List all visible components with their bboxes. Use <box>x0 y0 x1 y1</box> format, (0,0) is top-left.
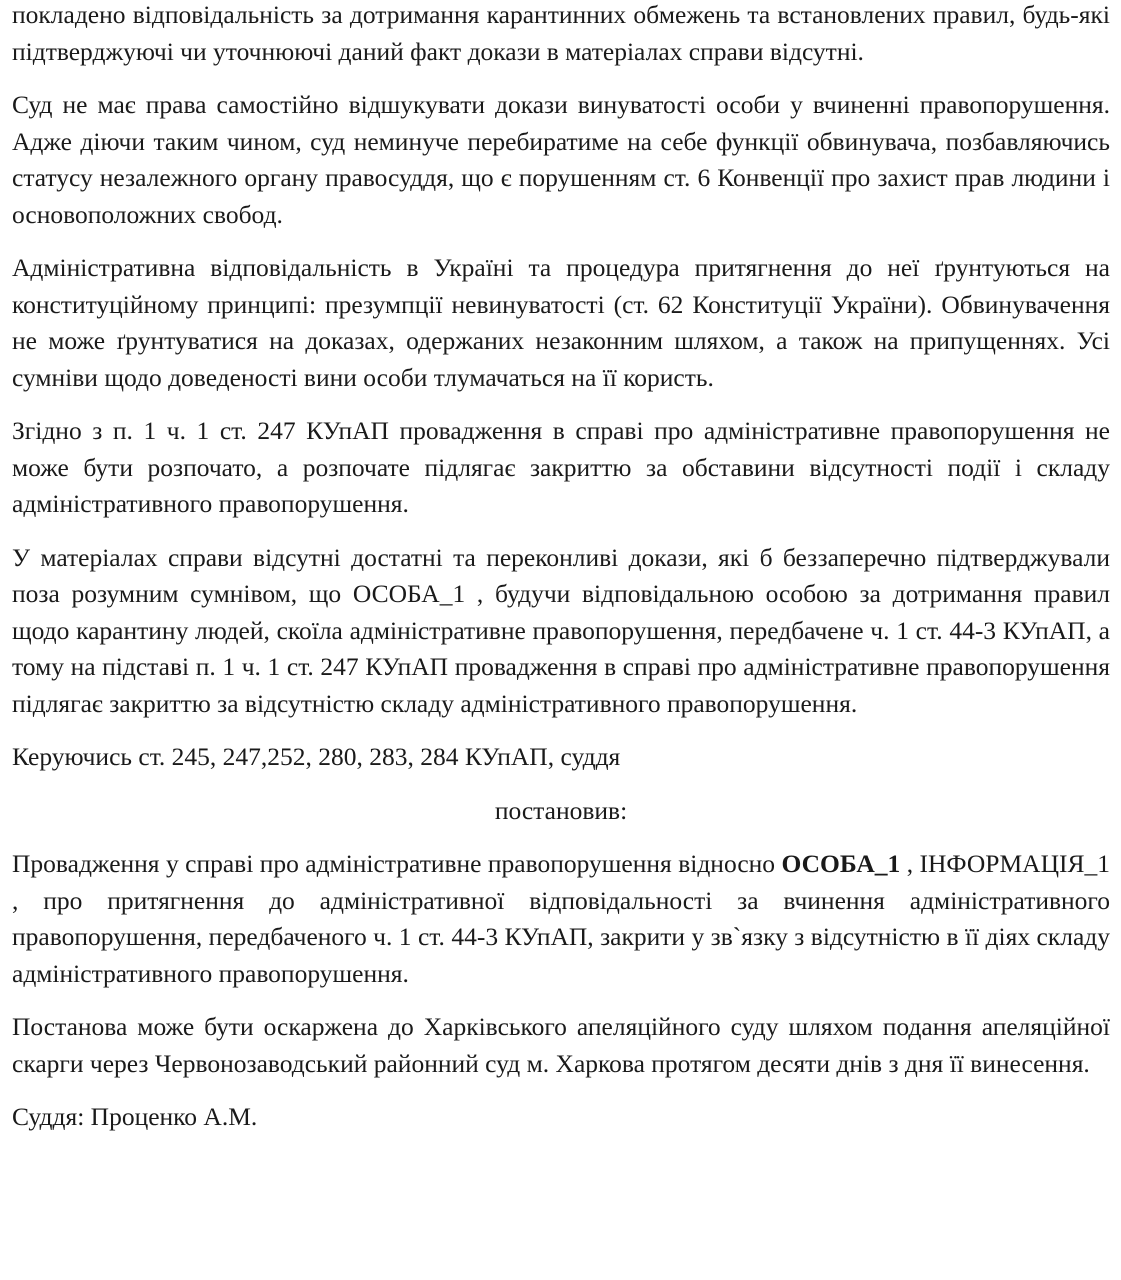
resolved-heading: постановив: <box>494 795 628 825</box>
paragraph-lack-of-evidence: У матеріалах справи відсутні достатні та переконливі докази, які б беззаперечно підтверджували поза розумним сумнівом, що ОСОБА_1 , будучи відповідальною особою за дотримання правил щодо карантину людей, скоїла адміністративне правопорушення, передбачене ч. 1 ст. 44-3 КУпАП, а тому на підставі п. 1 ч. 1 ст. 247 КУпАП провадження в справі про адміністративне правопорушення підлягає закриттю за відсутністю складу адміністративного правопорушення. <box>12 542 1110 718</box>
paragraph-guided-by: Керуючись ст. 245, 247,252, 280, 283, 284 КУпАП, суддя <box>12 742 621 771</box>
judge-signature: Суддя: Проценко А.М. <box>12 1102 258 1131</box>
paragraph-responsibility: покладено відповідальність за дотримання карантинних обмежень та встановлених правил, будь-які підтверджуючі чи уточнюючі даний факт докази в матеріалах справи відсутні. <box>12 0 1110 66</box>
person-name-bold: ОСОБА_1 <box>781 849 901 878</box>
resolution-text-end: , ІНФОРМАЦІЯ_1 , про притягнення до адміністративної відповідальності за вчинення адміністративного правопорушення, передбаченого ч. 1 ст. 44-3 КУпАП, закрити у зв`язку з відсутністю в її діях складу адміністративного правопорушення. <box>12 849 1110 988</box>
paragraph-article-247: Згідно з п. 1 ч. 1 ст. 247 КУпАП провадження в справі про адміністративне правопорушення не може бути розпочато, а розпочате підлягає закриттю за обставини відсутності події і складу адміністративного правопорушення. <box>12 416 1110 518</box>
paragraph-court-evidence: Суд не має права самостійно відшукувати докази винуватості особи у вчиненні правопорушення. Адже діючи таким чином, суд неминуче перебиратиме на себе функції обвинувача, позбавляючись статусу незалежного органу правосуддя, що є порушенням ст. 6 Конвенції про захист прав людини і основоположних свобод. <box>12 90 1110 229</box>
paragraph-presumption-of-innocence: Адміністративна відповідальність в Україні та процедура притягнення до неї ґрунтуються на конституційному принципі: презумпції невинуватості (ст. 62 Конституції України). Обвинувачення не може ґрунтуватися на доказах, одержаних незаконним шляхом, а також на припущеннях. Усі сумніви щодо доведеності вини особи тлумачаться на її користь. <box>12 253 1110 392</box>
paragraph-appeal: Постанова може бути оскаржена до Харківського апеляційного суду шляхом подання апеляційної скарги через Червонозаводський районний суд м. Харкова протягом десяти днів з дня її винесення. <box>12 1012 1110 1078</box>
resolution-text-start: Провадження у справі про адміністративне правопорушення відносно <box>12 849 782 878</box>
paragraph-resolution <box>12 846 1110 992</box>
court-document <box>12 0 1110 1153</box>
